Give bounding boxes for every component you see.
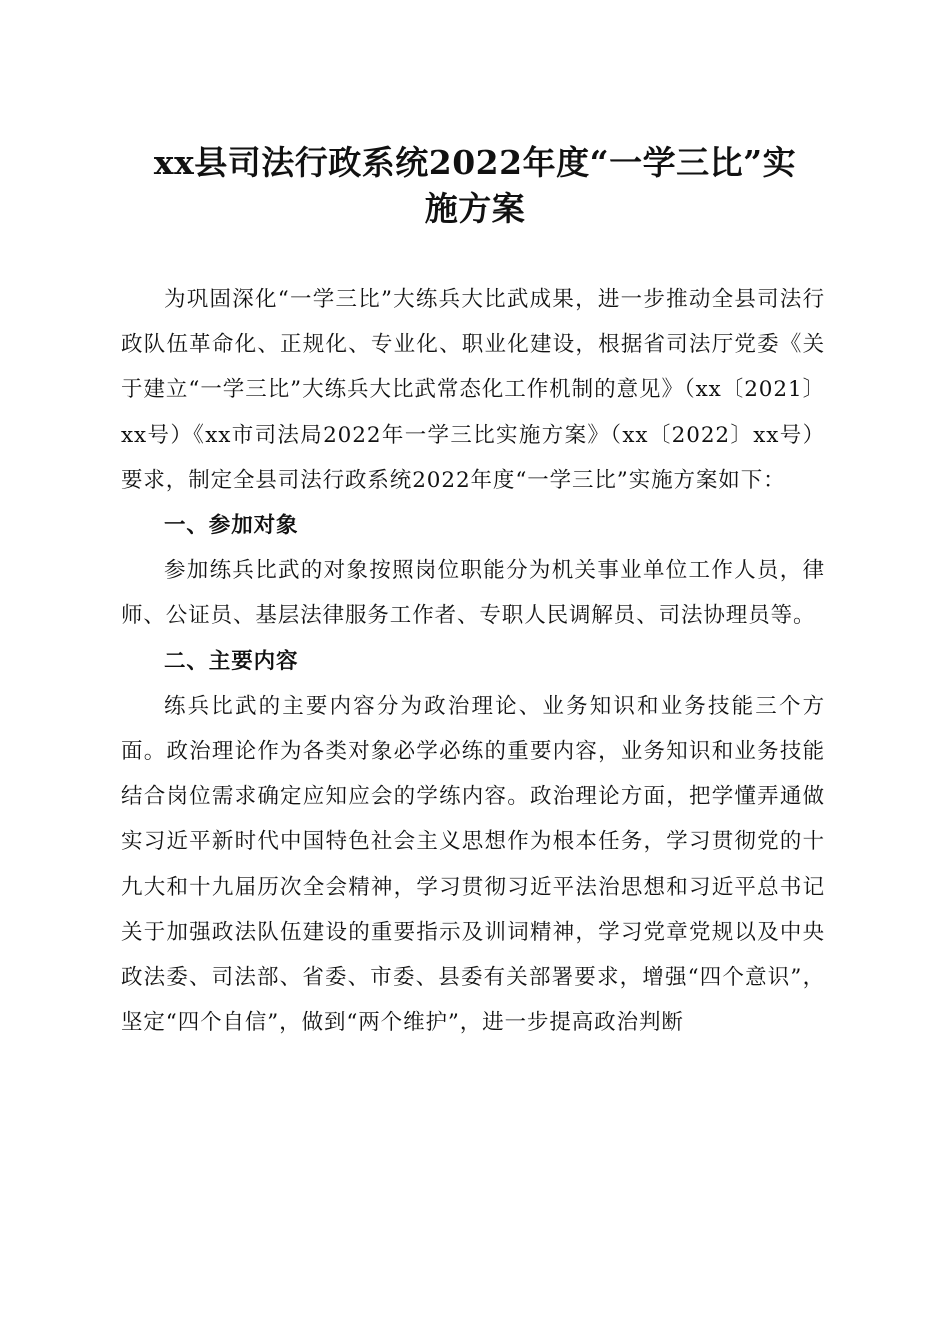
title-line-2: 施方案 <box>424 189 526 228</box>
section-text-participants: 参加练兵比武的对象按照岗位职能分为机关事业单位工作人员，律师、公证员、基层法律服务工作者、专职人民调解员、司法协理员等。 <box>121 558 825 629</box>
section-text-main-content: 练兵比武的主要内容分为政治理论、业务知识和业务技能三个方面。政治理论作为各类对象必学必练的重要内容，业务知识和业务技能结合岗位需求确定应知应会的学练内容。政治理论方面，把学懂弄通做实习近平新时代中国特色社会主义思想作为根本任务，学习贯彻党的十九大和十九届历次全会精神，学习贯彻习近平法治思想和习近平总书记关于加强政法队伍建设的重要指示及训词精神，学习党章党规以及中央政法委、司法部、省委、市委、县委有关部署要求，增强“四个意识”，坚定“四个自信”，做到“两个维护”，进一步提高政治判断 <box>121 693 825 1036</box>
section-heading-main-content: 二、主要内容 <box>164 648 299 674</box>
intro-paragraph: 为巩固深化“一学三比”大练兵大比武成果，进一步推动全县司法行政队伍革命化、正规化、专业化、职业化建设，根据省司法厅党委《关于建立“一学三比”大练兵大比武常态化工作机制的意见》（xx〔2021〕xx号）《xx市司法局2022年一学三比实施方案》（xx〔2022〕xx号）要求，制定全县司法行政系统2022年度“一学三比”实施方案如下： <box>121 287 825 493</box>
document-title <box>100 140 850 232</box>
title-line-1: xx县司法行政系统2022年度“一学三比”实 <box>153 143 797 182</box>
section-heading-participants: 一、参加对象 <box>164 513 299 539</box>
document-body <box>121 277 825 1045</box>
